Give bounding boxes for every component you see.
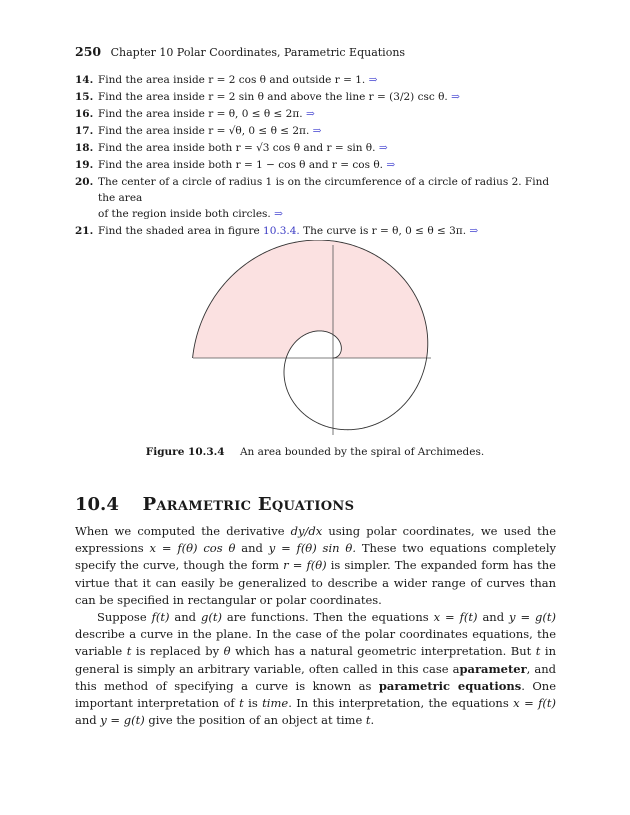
exercise-text: Find the area inside r = 2 sin θ and above the line r = (3/2) csc θ. [98,91,448,103]
text: . [370,713,375,728]
term-parametric-equations: parametric equations [378,678,522,693]
text: and [174,610,197,625]
text: , and this method of specifying a curve is known as [75,661,557,693]
math: t [365,713,371,728]
math: f(t) [151,610,170,625]
text: . In this interpretation, the equations [288,696,509,711]
text: is simpler. The expanded form has the virtue that it can easily be generalized to describe a wider range of curves than can be specified in rectangular or polar coordinates. [75,558,556,607]
math: t [126,644,132,659]
exercise-number: 21. [75,225,94,237]
exercise-15 [75,89,560,106]
math: x = f(t) [433,610,478,625]
shaded-region [193,240,428,358]
text: These two equations completely specify the curve, though the form [75,541,557,573]
exercise-20 [75,174,560,223]
exercise-text-line-2: of the region inside both circles. [98,208,271,220]
text: . One important interpretation of [75,678,556,711]
text: using polar coordinates, we used the expressions [75,524,557,556]
math: x = f(θ) cos θ [149,541,236,556]
spiral-figure [190,240,440,444]
emphasis-time: time [262,696,289,711]
math: x = f(t) [513,696,556,711]
running-head [75,44,405,59]
answer-arrow-icon[interactable]: ⇒ [386,159,396,171]
answer-arrow-icon[interactable]: ⇒ [274,208,283,220]
exercise-number: 18. [75,142,94,154]
text: are functions. Then the equations [226,610,429,625]
exercise-text: Find the shaded area in figure [98,225,260,237]
exercise-number: 15. [75,91,94,103]
math: g(t) [200,610,222,625]
page-number: 250 [75,44,102,59]
exercise-list [75,72,560,240]
exercise-19 [75,157,560,174]
exercise-text-line-1: The center of a circle of radius 1 is on the circumference of a circle of radius 2. Find the area [98,176,550,204]
exercise-text: Find the area inside r = 2 cos θ and outside r = 1. [98,74,366,86]
math: y = g(t) [100,713,145,728]
exercise-text: Find the area inside r = √θ, 0 ≤ θ ≤ 2π. [98,125,310,137]
figure-caption-text: An area bounded by the spiral of Archimedes. [239,446,485,458]
exercise-number: 19. [75,159,94,171]
answer-arrow-icon[interactable]: ⇒ [312,125,322,137]
section-body [75,523,556,729]
paragraph-2 [75,609,556,729]
spiral-diagram [190,240,440,440]
math: θ [223,644,231,659]
term-parameter: parameter [459,661,527,676]
exercise-number: 14. [75,74,94,86]
answer-arrow-icon[interactable]: ⇒ [368,74,378,86]
text: in general is simply an arbitrary variable, often called in this case a [75,644,557,676]
section-number: 10.4 [75,494,119,515]
text: Suppose [97,610,147,625]
exercise-text: The curve is r = θ, 0 ≤ θ ≤ 3π. [303,225,467,237]
math: t [535,644,541,659]
answer-arrow-icon[interactable]: ⇒ [305,108,315,120]
text: give the position of an object at time [148,713,363,728]
text: is [248,696,258,711]
exercise-number: 20. [75,176,94,188]
text: is replaced by [135,644,220,659]
exercise-16 [75,106,560,123]
section-title: Parametric Equations [142,494,355,515]
math: t [239,696,244,711]
math: y = f(θ) sin θ. [268,541,356,556]
section-heading [75,494,354,515]
figure-caption [0,446,630,458]
math: r = f(θ) [283,558,327,573]
exercise-17 [75,123,560,140]
answer-arrow-icon[interactable]: ⇒ [469,225,479,237]
exercise-14 [75,72,560,89]
exercise-text: Find the area inside r = θ, 0 ≤ θ ≤ 2π. [98,108,303,120]
answer-arrow-icon[interactable]: ⇒ [378,142,388,154]
paragraph-1 [75,523,556,609]
text: and [482,610,505,625]
exercise-text: Find the area inside both r = 1 − cos θ and r = cos θ. [98,159,383,171]
text: which has a natural geometric interpretation. But [235,644,532,659]
text: When we computed the derivative [75,524,285,538]
text: and [75,713,97,728]
math: y = g(t) [509,610,557,625]
exercise-21 [75,223,560,240]
exercise-number: 16. [75,108,94,120]
chapter-title: Chapter 10 Polar Coordinates, Parametric Equations [110,46,406,59]
math: dy/dx [290,524,323,538]
figure-link[interactable]: 10.3.4. [263,225,300,237]
figure-label: Figure 10.3.4 [145,446,225,458]
exercise-text: Find the area inside both r = √3 cos θ and r = sin θ. [98,142,376,154]
text: describe a curve in the plane. In the case of the polar coordinates equations, the variable [75,627,556,659]
exercise-18 [75,140,560,157]
answer-arrow-icon[interactable]: ⇒ [451,91,460,103]
exercise-number: 17. [75,125,94,137]
text: and [241,541,263,556]
